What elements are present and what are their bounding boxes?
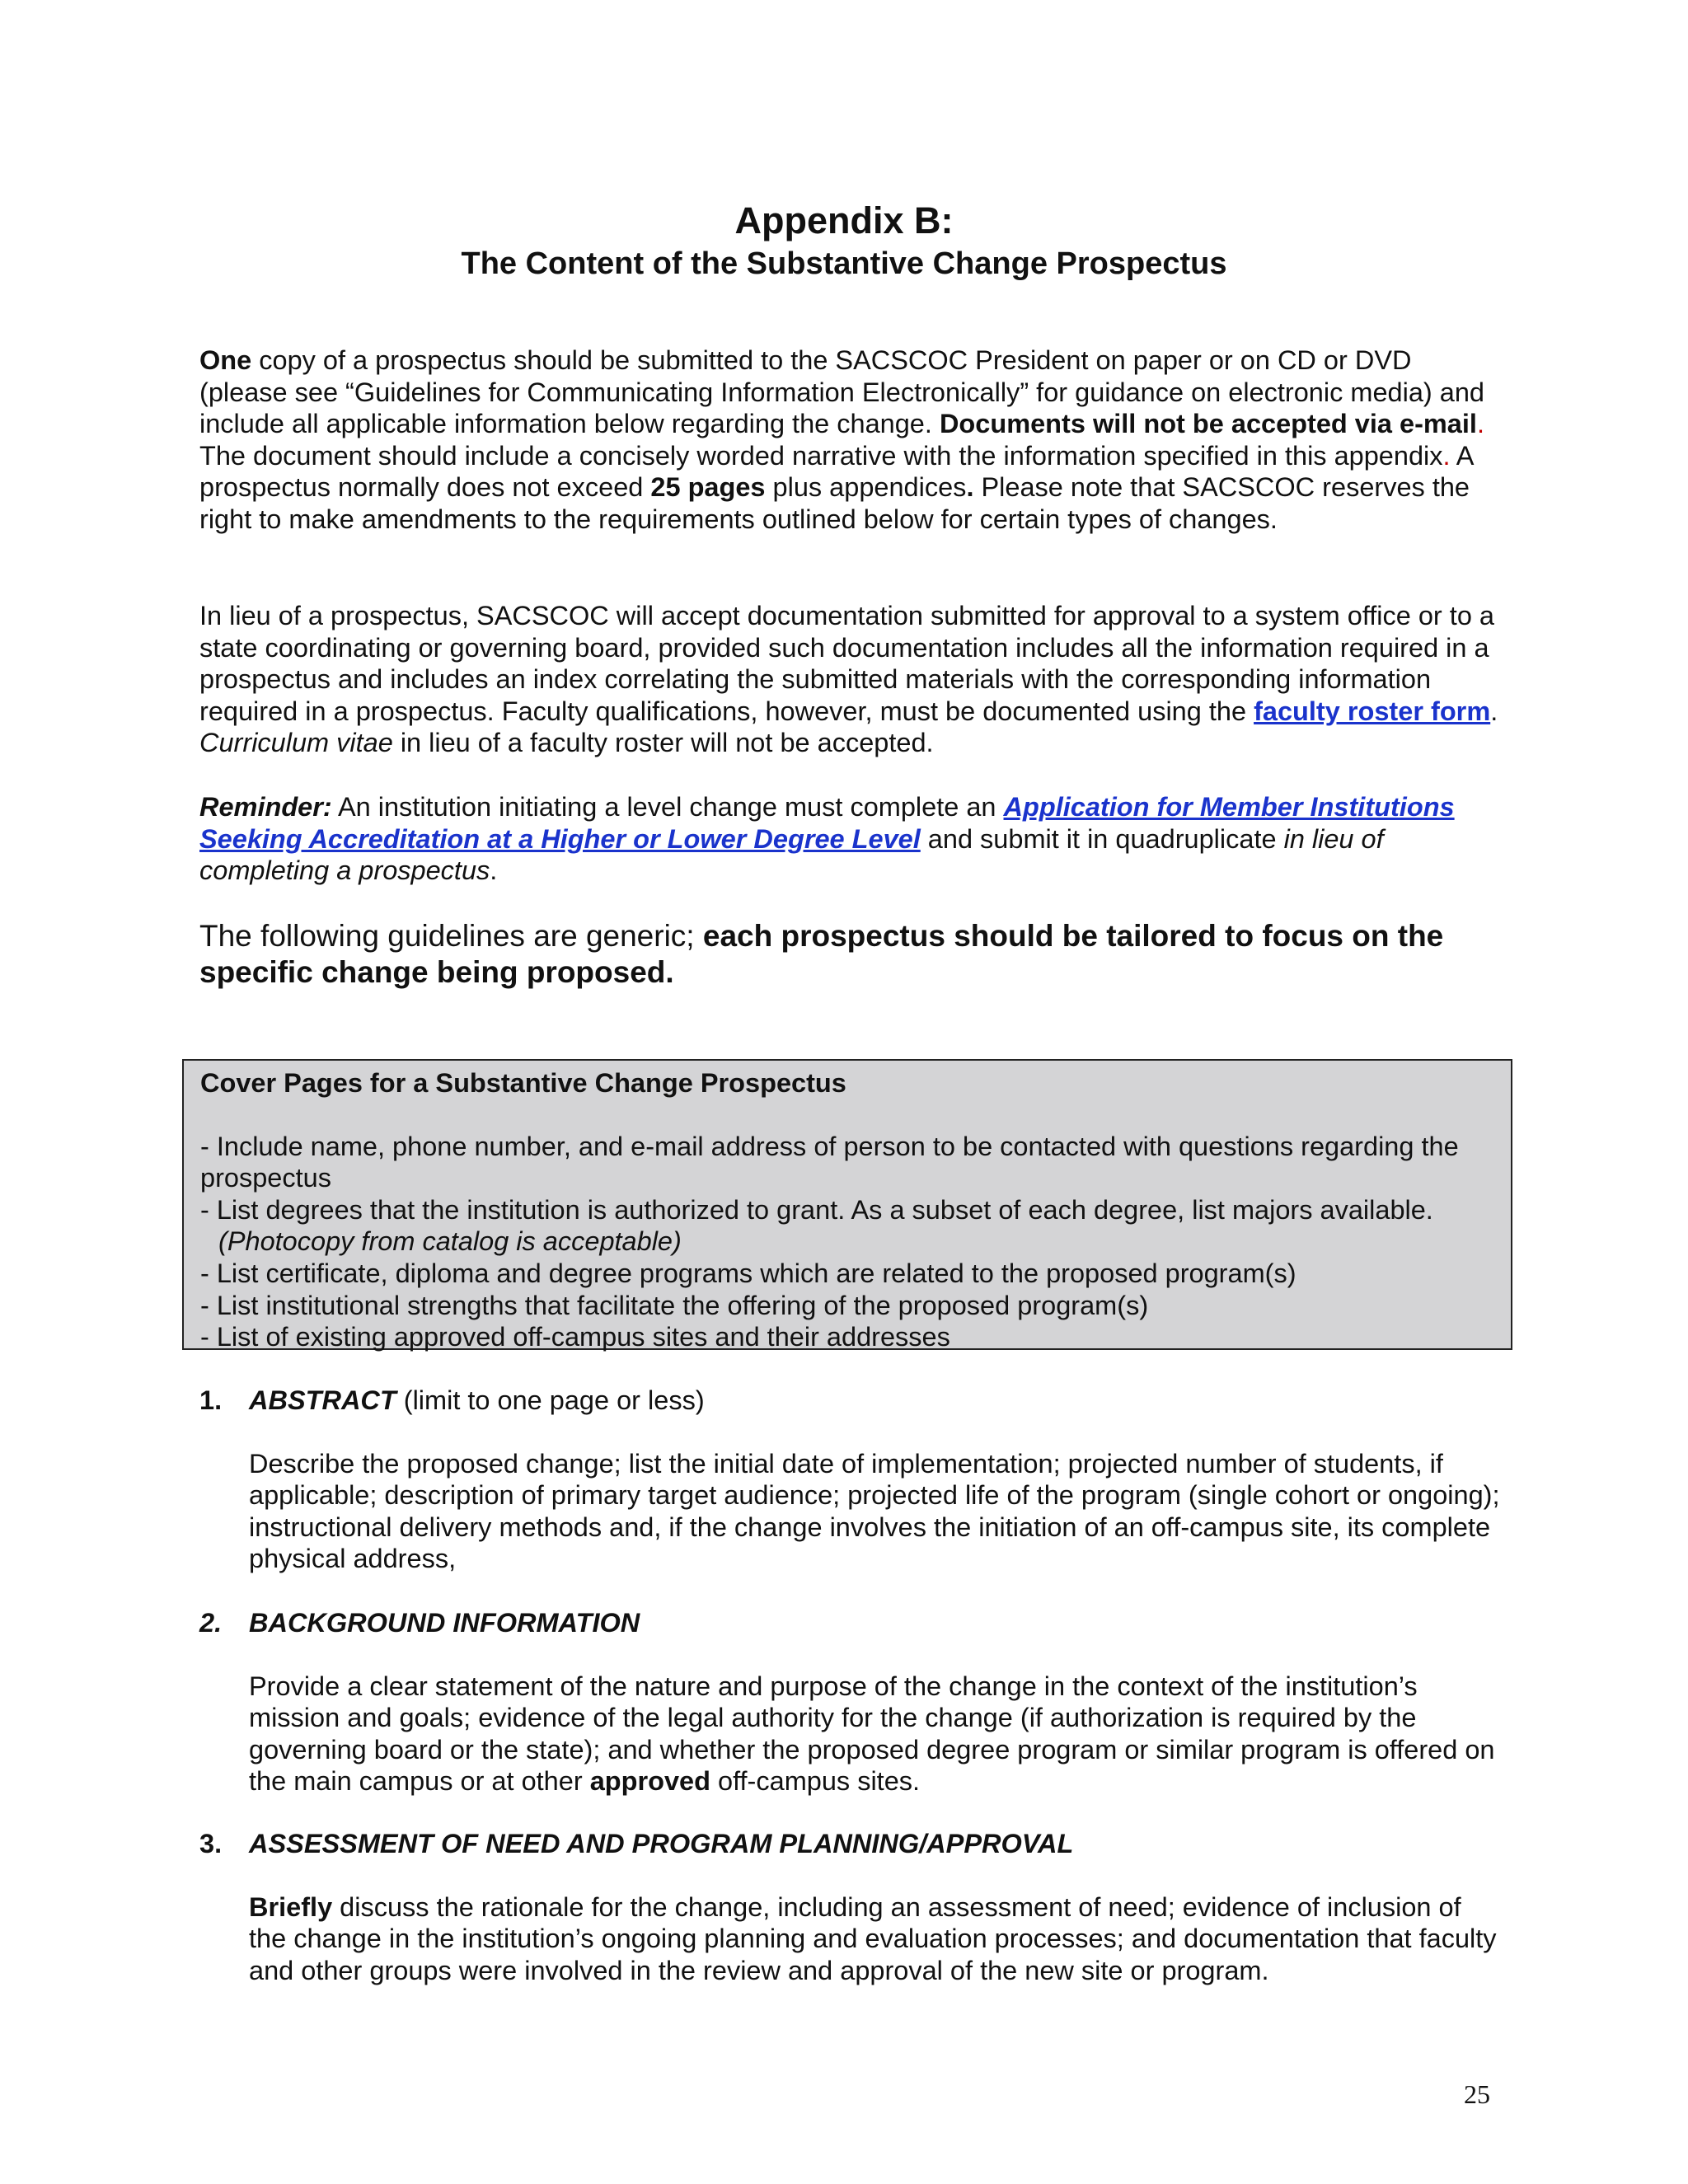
text-run: off-campus sites. [710,1766,921,1797]
intro-paragraph-in-lieu [199,600,1502,759]
emphasis-tailored: each prospectus should be tailored to focus on the specific change being proposed. [199,919,1444,989]
text-run: in lieu of a faculty roster will not be accepted. [392,728,934,758]
section-description: Describe the proposed change; list the initial date of implementation; projected number of students, if applicable; description of primary target audience; projected life of the program (single cohort or ongoing); instructional delivery methods and, if the change involves the initiation of an off-campus site, its complete physical address, [249,1448,1500,1574]
text-run: . [966,472,974,503]
cover-pages-box [182,1059,1512,1350]
guidelines-note [199,918,1502,991]
section-description [249,1891,1502,1987]
intro-paragraph-reminder [199,791,1502,887]
text-run: The document should include a concisely worded narrative with the information specified in this appendix [199,440,1443,471]
text-run: and submit it in quadruplicate [920,823,1284,854]
text-run: An institution initiating a level change must complete an [331,792,1004,822]
text-run: discuss the rationale for the change, including an assessment of need; evidence of inclusion of the change in the institution’s ongoing planning and evaluation processes; and documentation that faculty and other groups were involved in the review and approval of the new site or program. [249,1891,1497,1985]
page-title: Appendix B: [734,199,954,241]
text-run: . [1442,440,1451,471]
emphasis-in-lieu: in lieu of completing a prospectus [199,823,1384,886]
section-background [199,1607,1502,1797]
cover-pages-item-note: (Photocopy from catalog is acceptable) [218,1226,682,1257]
text-run: . [1476,409,1484,439]
section-title: BACKGROUND INFORMATION [249,1608,640,1638]
level-change-application-link[interactable]: Application for Member Institutions Seeking Accreditation at a Higher or Lower Degree Level [199,792,1455,854]
text-run: copy of a prospectus should be submitted to the SACSCOC President on paper or on CD or DVD (please see “Guidelines for Communicating Information Electronically” for guidance on electronic media) and include all applicable information below regarding the change. [199,345,1484,439]
section-title: ASSESSMENT OF NEED AND PROGRAM PLANNING/APPROVAL [249,1829,1074,1858]
text-run: plus appendices [765,472,967,503]
faculty-roster-form-link[interactable]: faculty roster form [1254,696,1491,726]
section-assessment [199,1828,1502,1986]
section-title-suffix: (limit to one page or less) [396,1385,705,1415]
reminder-label: Reminder: [199,792,332,822]
text-run: . [1490,696,1498,726]
emphasis-no-email: Documents will not be accepted via e-mail [939,409,1477,439]
section-heading [249,1385,1502,1417]
cover-pages-heading: Cover Pages for a Substantive Change Prospectus [200,1068,846,1098]
section-description [249,1671,1502,1797]
text-run: A prospectus normally does not exceed [199,440,1473,503]
text-run: Please note that SACSCOC reserves the right to make amendments to the requirements outlined below for certain types of changes. [199,472,1470,534]
emphasis-briefly: Briefly [249,1891,333,1922]
page-subtitle: The Content of the Substantive Change Prospectus [461,246,1227,281]
emphasis-cv: Curriculum vitae [199,728,393,758]
cover-pages-item: - List certificate, diploma and degree programs which are related to the proposed program(s) [200,1258,1296,1288]
page-number: 25 [1464,2079,1490,2109]
text-run: Provide a clear statement of the nature and purpose of the change in the context of the institution’s mission and goals; evidence of the legal authority for the change (if authorization is required by the governing board or the state); and whether the proposed degree program or similar program is offered on the main campus or at other [249,1671,1495,1797]
section-number: 2. [199,1608,223,1638]
section-abstract [199,1385,1502,1575]
intro-paragraph-submission [199,344,1502,536]
text-run: In lieu of a prospectus, SACSCOC will accept documentation submitted for approval to a system office or to a state coordinating or governing board, provided such documentation includes all the information required in a prospectus and includes an index correlating the submitted materials with the corresponding information required in a prospectus. Faculty qualifications, however, must be documented using the [199,601,1494,726]
section-number: 3. [199,1829,223,1858]
section-number: 1. [199,1385,223,1415]
emphasis-approved: approved [589,1766,710,1797]
text-run: . [490,855,498,886]
section-title: ABSTRACT [249,1385,396,1415]
cover-pages-item: - List institutional strengths that facilitate the offering of the proposed program(s) [200,1290,1149,1320]
cover-pages-item: - List of existing approved off-campus sites and their addresses [200,1322,950,1352]
emphasis-one: One [199,345,252,375]
text-run: The following guidelines are generic; [199,919,703,953]
cover-pages-item: - Include name, phone number, and e-mail address of person to be contacted with questions regarding the prospectus [200,1131,1459,1193]
cover-pages-item: - List degrees that the institution is authorized to grant. As a subset of each degree, list majors available. [200,1194,1433,1225]
emphasis-page-limit: 25 pages [650,472,766,503]
